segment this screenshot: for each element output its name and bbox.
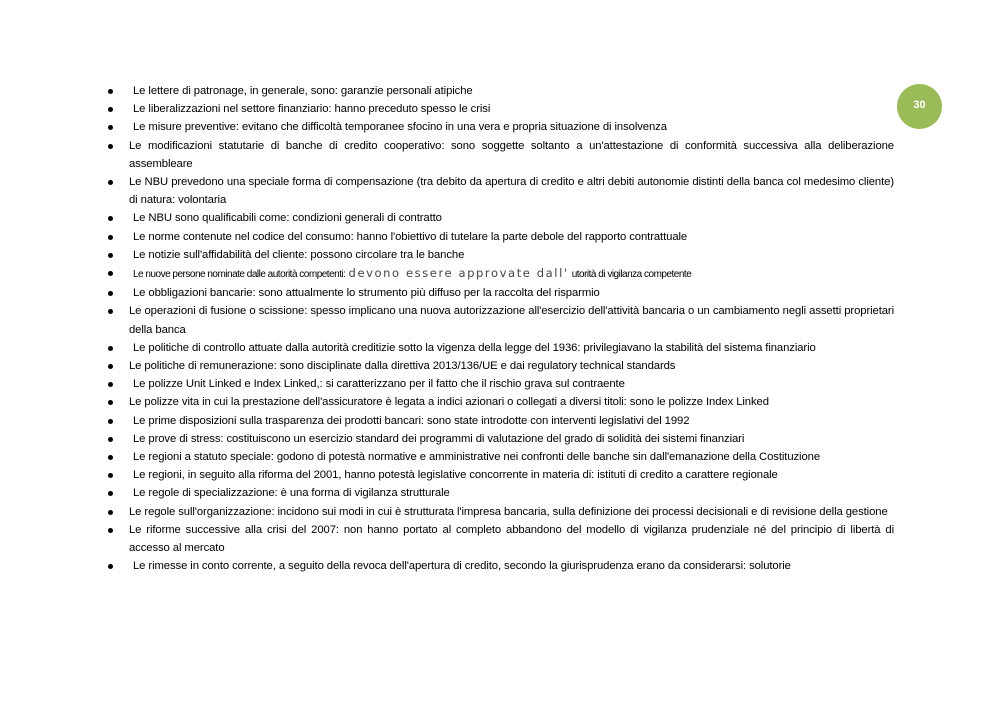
- list-item: [108, 246, 894, 264]
- list-item-text: Le norme contenute nel codice del consumo: hanno l'obiettivo di tutelare la parte debole del rapporto contrattuale: [133, 230, 688, 243]
- list-item-text: Le politiche di remunerazione: sono disciplinate dalla direttiva 2013/136/UE e dai regulatory technical standards: [129, 360, 676, 373]
- list-item: [108, 209, 894, 227]
- list-item-text: Le notizie sull'affidabilità del cliente: possono circolare tra le banche: [133, 248, 465, 261]
- list-item: [108, 503, 894, 521]
- list-item: [108, 173, 894, 209]
- list-item-text: Le modificazioni statutarie di banche di credito cooperativo: sono soggette soltanto a un'attestazione di conformità successiva alla deliberazione assembleare: [129, 139, 894, 170]
- list-item-text: [129, 264, 894, 284]
- list-item: [108, 466, 894, 484]
- list-item: [108, 375, 894, 393]
- bullet-icon: [108, 235, 113, 240]
- list-item-text: Le NBU prevedono una speciale forma di compensazione (tra debito da apertura di credito e altri debiti autonomie distinti della banca col medesimo cliente) di natura: volontaria: [129, 176, 894, 207]
- bullet-icon: [108, 455, 113, 460]
- bullet-icon: [108, 382, 113, 387]
- bullet-icon: [108, 473, 113, 478]
- list-item-text: Le regioni a statuto speciale: godono di potestà normative e amministrative nei confronti delle banche sin dall'emanazione della Costituzione: [133, 451, 821, 464]
- list-item: [108, 264, 894, 284]
- list-item-text: Le regole sull'organizzazione: incidono sui modi in cui è strutturata l'impresa bancaria, sulla definizione dei processi decisionali e di revisione della gestione: [129, 505, 888, 518]
- list-item-text: Le lettere di patronage, in generale, sono: garanzie personali atipiche: [133, 85, 473, 97]
- list-item: [108, 339, 894, 357]
- page-number: 30: [913, 98, 926, 111]
- list-item-text: Le regole di specializzazione: è una forma di vigilanza strutturale: [133, 487, 450, 500]
- bullet-icon: [108, 291, 113, 296]
- bullet-icon: [108, 346, 113, 351]
- list-item: [108, 557, 894, 575]
- bullet-icon: [108, 364, 113, 369]
- bullet-icon: [108, 437, 113, 442]
- list-item: [108, 302, 894, 338]
- list-item-text: Le polizze Unit Linked e Index Linked,: si caratterizzano per il fatto che il rischio grava sul contraente: [133, 378, 625, 391]
- bullet-icon: [108, 510, 113, 515]
- bullet-icon: [108, 528, 113, 533]
- bullet-icon: [108, 419, 113, 424]
- bullet-icon: [108, 89, 113, 94]
- list-item-text: Le liberalizzazioni nel settore finanziario: hanno preceduto spesso le crisi: [133, 103, 491, 116]
- bullet-list: [108, 82, 894, 575]
- list-item-text: Le prove di stress: costituiscono un esercizio standard dei programmi di valutazione del grado di solidità dei sistemi finanziari: [133, 432, 745, 445]
- list-item: [108, 118, 894, 136]
- page-number-badge: [897, 84, 942, 129]
- list-item-text: Le regioni, in seguito alla riforma del 2001, hanno potestà legislative concorrente in materia di: istituti di credito a carattere regionale: [133, 469, 778, 482]
- list-item: [108, 100, 894, 118]
- bullet-icon: [108, 125, 113, 130]
- list-item-text: Le misure preventive: evitano che difficoltà temporanee sfocino in una vera e propria situazione di insolvenza: [133, 121, 667, 134]
- list-item: [108, 521, 894, 557]
- list-item-text-part: utorità di vigilanza competente: [571, 269, 692, 281]
- list-item: [108, 228, 894, 246]
- list-item-text: Le prime disposizioni sulla trasparenza dei prodotti bancari: sono state introdotte con interventi legislativi del 1992: [133, 414, 690, 427]
- list-item: [108, 430, 894, 448]
- bullet-icon: [108, 309, 113, 314]
- list-item-text: Le politiche di controllo attuate dalla autorità creditizie sotto la vigenza della legge del 1936: privilegiavano la stabilità del sistema finanziario: [133, 341, 816, 354]
- list-item-text-part: Le nuove persone nominate dalle autorità competenti:: [133, 269, 346, 281]
- list-item: [108, 484, 894, 502]
- list-item: [108, 284, 894, 302]
- bullet-icon: [108, 491, 113, 496]
- list-item: [108, 357, 894, 375]
- bullet-icon: [108, 216, 113, 221]
- list-item-text: Le obbligazioni bancarie: sono attualmente lo strumento più diffuso per la raccolta del risparmio: [133, 287, 600, 300]
- bullet-icon: [108, 271, 113, 276]
- list-item-text: Le NBU sono qualificabili come: condizioni generali di contratto: [133, 212, 442, 225]
- list-item: [108, 448, 894, 466]
- list-item-text: Le rimesse in conto corrente, a seguito della revoca dell'apertura di credito, secondo la giurisprudenza erano da considerarsi: solutorie: [133, 560, 791, 573]
- list-item: [108, 137, 894, 173]
- list-item-text: Le polizze vita in cui la prestazione dell'assicuratore è legata a indici azionari o collegati a diversi titoli: sono le polizze Index Linked: [129, 396, 769, 409]
- bullet-icon: [108, 564, 113, 569]
- bullet-icon: [108, 180, 113, 185]
- bullet-icon: [108, 107, 113, 112]
- list-item: [108, 412, 894, 430]
- bullet-icon: [108, 253, 113, 258]
- bullet-icon: [108, 144, 113, 149]
- bullet-icon: [108, 400, 113, 405]
- list-item-text: Le operazioni di fusione o scissione: spesso implicano una nuova autorizzazione all'esercizio dell'attività bancaria o un cambiamento negli assetti proprietari della banca: [129, 305, 894, 336]
- list-item-text: Le riforme successive alla crisi del 2007: non hanno portato al completo abbandono del modello di vigilanza prudenziale né del principio di libertà di accesso al mercato: [129, 523, 894, 555]
- list-item: [108, 393, 894, 411]
- list-item-text-part: devono essere approvate dall': [348, 266, 569, 281]
- list-item: [108, 82, 894, 100]
